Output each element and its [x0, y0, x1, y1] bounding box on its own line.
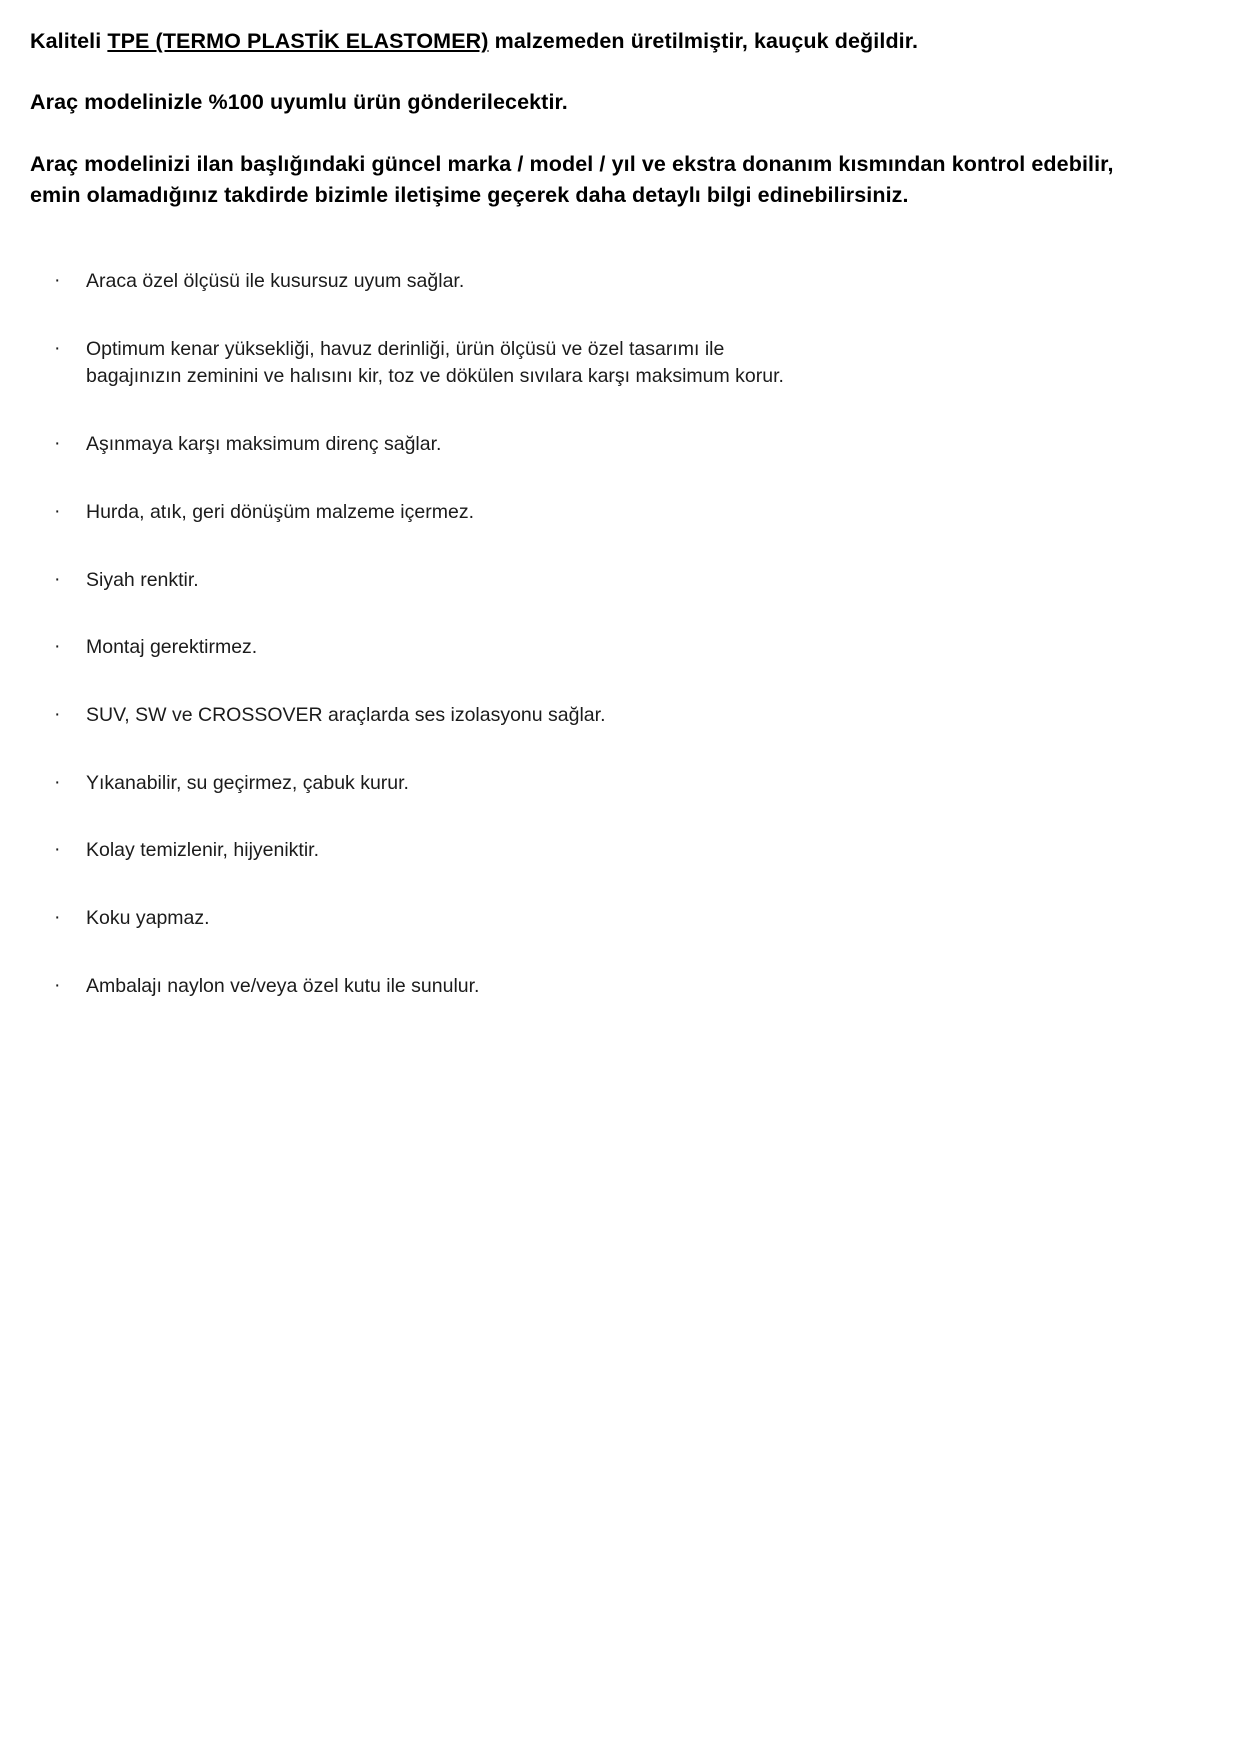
bullet-marker-icon: ·: [54, 269, 61, 292]
list-item-line-1: SUV, SW ve CROSSOVER araçlarda ses izolasyonu sağlar.: [86, 703, 606, 726]
list-item-line-1: Ambalajı naylon ve/veya özel kutu ile sunulur.: [86, 974, 480, 997]
list-item-line-1: Aşınmaya karşı maksimum direnç sağlar.: [86, 433, 442, 456]
intro-paragraph-1-underlined: TPE (TERMO PLASTİK ELASTOMER): [107, 29, 489, 53]
intro-paragraph-1-tail: malzemeden üretilmiştir, kauçuk değildir.: [488, 29, 919, 53]
intro-section: [30, 26, 1197, 210]
bullet-marker-icon: ·: [54, 702, 61, 725]
list-item: [30, 336, 1197, 391]
list-item: [30, 770, 1197, 798]
list-item: [30, 499, 1197, 527]
bullet-marker-icon: ·: [54, 336, 61, 359]
list-item: [30, 905, 1197, 933]
list-item-line-1: Koku yapmaz.: [86, 906, 210, 929]
list-item-line-1: Hurda, atık, geri dönüşüm malzeme içermez.: [86, 500, 474, 523]
bullet-marker-icon: ·: [54, 973, 61, 996]
intro-paragraph-1-lead: Kaliteli: [30, 29, 108, 53]
bullet-marker-icon: ·: [54, 567, 61, 590]
bullet-marker-icon: ·: [54, 499, 61, 522]
intro-paragraph-1: [30, 26, 1197, 57]
bullet-marker-icon: ·: [54, 905, 61, 928]
intro-paragraph-3: Araç modelinizi ilan başlığındaki güncel marka / model / yıl ve ekstra donanım kısmından kontrol edebilir, emin olamadığınız takdirde bizimle iletişime geçerek daha detaylı bilgi edinebilirsiniz.: [30, 152, 1114, 207]
list-item-line-1: Optimum kenar yüksekliği, havuz derinliği, ürün ölçüsü ve özel tasarımı ile: [86, 337, 725, 360]
bullet-marker-icon: ·: [54, 838, 61, 861]
list-item-line-2: bagajınızın zeminini ve halısını kir, toz ve dökülen sıvılara karşı maksimum korur.: [86, 365, 784, 388]
list-item-line-1: Yıkanabilir, su geçirmez, çabuk kurur.: [86, 771, 409, 794]
bullet-marker-icon: ·: [54, 432, 61, 455]
list-item: [30, 702, 1197, 730]
list-item-line-1: Siyah renktir.: [86, 568, 199, 591]
list-item: [30, 973, 1197, 1001]
list-item: [30, 268, 1197, 296]
list-item: [30, 634, 1197, 662]
list-item: [30, 567, 1197, 595]
bullet-marker-icon: ·: [54, 770, 61, 793]
list-item: [30, 431, 1197, 459]
list-item-line-1: Araca özel ölçüsü ile kusursuz uyum sağlar.: [86, 270, 465, 293]
feature-list: [30, 268, 1197, 1000]
bullet-marker-icon: ·: [54, 635, 61, 658]
list-item-line-1: Kolay temizlenir, hijyeniktir.: [86, 839, 320, 862]
list-item-line-1: Montaj gerektirmez.: [86, 636, 258, 659]
list-item: [30, 837, 1197, 865]
intro-paragraph-2: Araç modelinizle %100 uyumlu ürün gönderilecektir.: [30, 89, 568, 114]
